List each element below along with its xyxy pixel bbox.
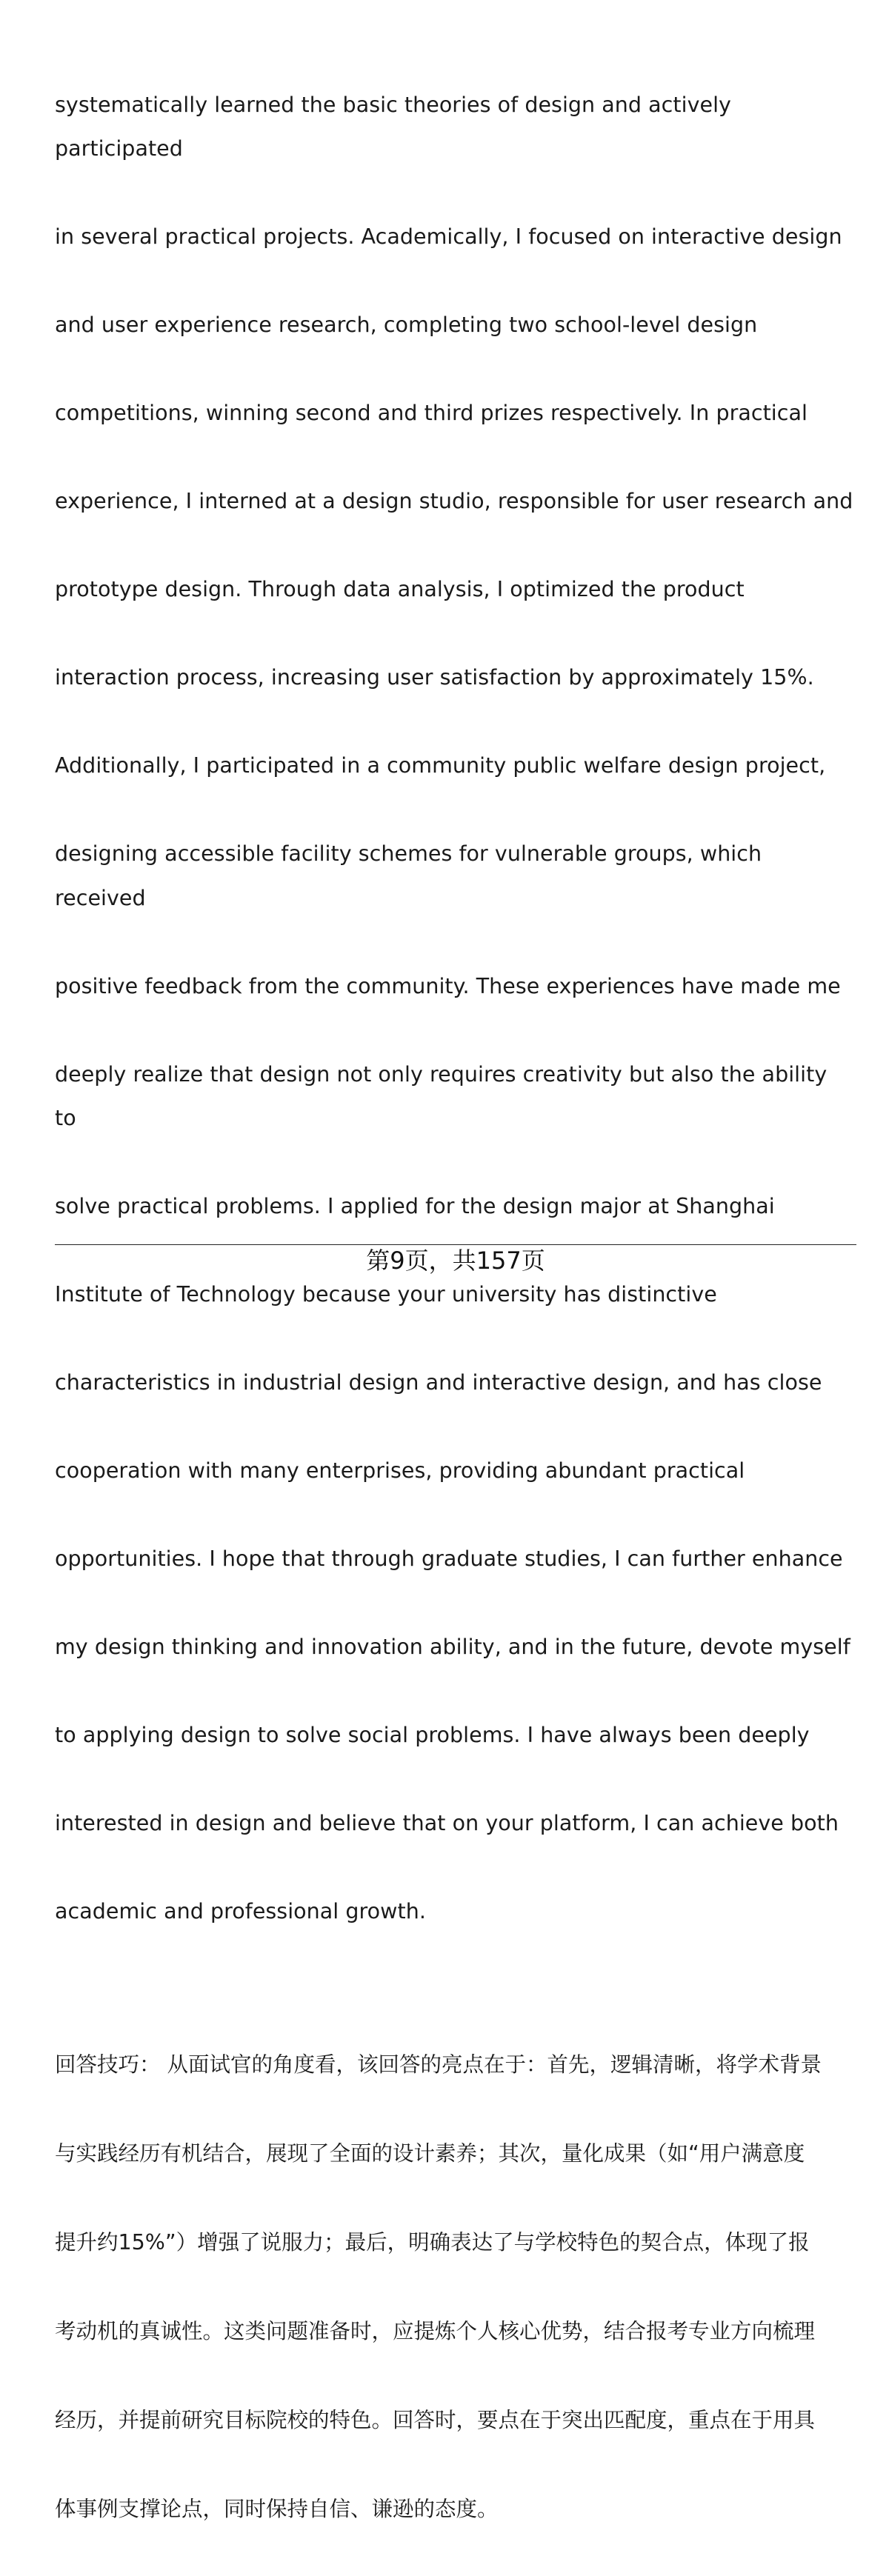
answer-line: Institute of Technology because your university has distinctive [55,1282,717,1307]
answer-line: solve practical problems. I applied for the design major at Shanghai [55,1194,775,1218]
tips-line: 回答技巧： 从面试官的角度看，该回答的亮点在于：首先，逻辑清晰，将学术背景 [55,2052,822,2077]
answer-line: cooperation with many enterprises, providing abundant practical [55,1458,745,1483]
tips-line: 体事例支撑论点，同时保持自信、谦逊的态度。 [55,2497,499,2521]
page-number: 第9页，共157页 [366,1247,545,1275]
tips-line: 考动机的真诚性。这类问题准备时，应提炼个人核心优势，结合报考专业方向梳理 [55,2319,816,2343]
answer-paragraph [55,39,855,1978]
answer-line: Additionally, I participated in a community public welfare design project, [55,753,826,778]
answer-tips-paragraph [55,1998,855,2576]
answer-line: competitions, winning second and third prizes respectively. In practical [55,401,808,425]
answer-line: deeply realize that design not only requires creativity but also the ability to [55,1061,828,1130]
answer-line: interested in design and believe that on your platform, I can achieve both [55,1811,839,1835]
answer-line: in several practical projects. Academically, I focused on interactive design [55,224,842,249]
answer-line: prototype design. Through data analysis, I optimized the product [55,577,745,601]
answer-line: academic and professional growth. [55,1899,426,1923]
answer-line: opportunities. I hope that through graduate studies, I can further enhance [55,1546,843,1571]
answer-line: designing accessible facility schemes for vulnerable groups, which received [55,841,762,910]
answer-line: experience, I interned at a design studio, responsible for user research and [55,489,853,513]
tips-line: 经历，并提前研究目标院校的特色。回答时，要点在于突出匹配度，重点在于用具 [55,2408,816,2432]
answer-line: interaction process, increasing user satisfaction by approximately 15%. [55,665,814,690]
answer-line: my design thinking and innovation ability, and in the future, devote myself [55,1635,850,1659]
tips-line: 与实践经历有机结合，展现了全面的设计素养；其次，量化成果（如“用户满意度 [55,2141,805,2166]
answer-line: to applying design to solve social problems. I have always been deeply [55,1723,810,1747]
answer-line: positive feedback from the community. These experiences have made me [55,973,841,998]
answer-line: systematically learned the basic theories of design and actively participated [55,92,731,161]
answer-line: and user experience research, completing two school-level design [55,313,758,337]
answer-line: characteristics in industrial design and interactive design, and has close [55,1370,822,1395]
document-page [55,39,855,2576]
tips-line: 提升约15%”）增强了说服力；最后，明确表达了与学校特色的契合点，体现了报 [55,2230,810,2255]
